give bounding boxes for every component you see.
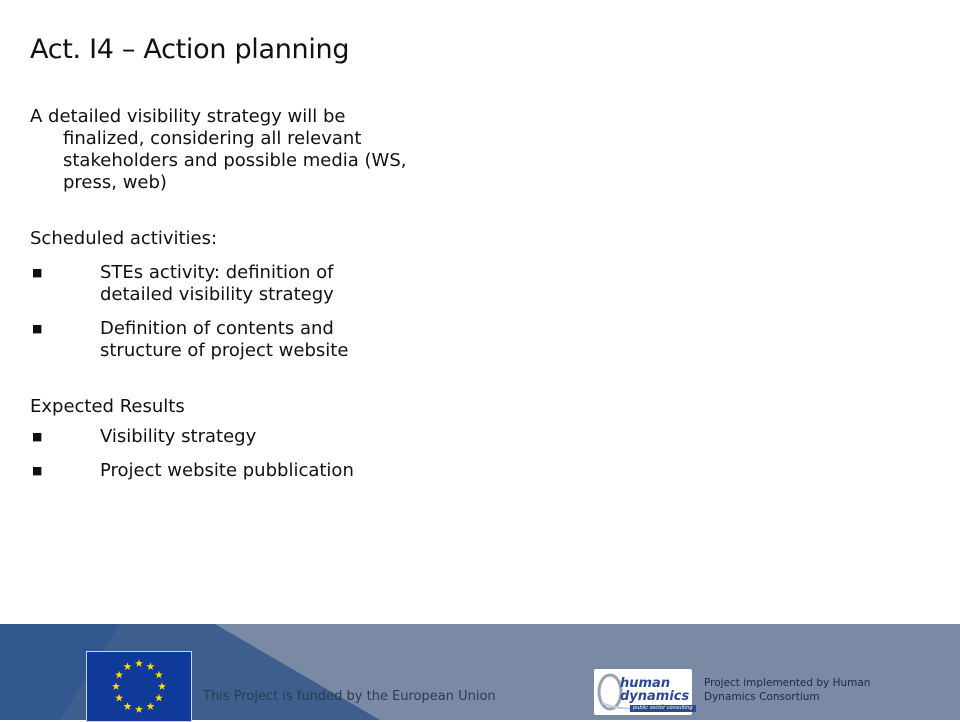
eu-star-icon xyxy=(135,705,143,713)
scheduled-heading: Scheduled activities: xyxy=(30,228,218,249)
human-dynamics-logo xyxy=(594,669,692,715)
eu-star-icon xyxy=(112,682,120,690)
bullet-icon: ■ xyxy=(32,266,43,279)
eu-star-icon xyxy=(115,671,123,679)
logo-word-human: human xyxy=(620,676,671,691)
logo-tagline: public sector consulting xyxy=(630,705,696,712)
list-item-text: Definition of contents and structure of project website xyxy=(100,318,349,361)
eu-star-icon xyxy=(155,694,163,702)
eu-star-icon xyxy=(147,702,155,710)
list-item-text: STEs activity: definition of detailed visibility strategy xyxy=(100,262,334,305)
eu-flag-logo xyxy=(86,651,192,722)
bullet-icon: ■ xyxy=(32,430,43,443)
expected-heading: Expected Results xyxy=(30,396,185,417)
bullet-icon: ■ xyxy=(32,322,43,335)
eu-star-icon xyxy=(135,659,143,667)
list-item-text: Project website pubblication xyxy=(100,460,354,481)
list-item xyxy=(30,318,410,362)
list-item xyxy=(30,426,410,448)
list-item-text: Visibility strategy xyxy=(100,426,257,447)
eu-star-icon xyxy=(155,671,163,679)
eu-star-icon xyxy=(124,702,132,710)
list-item xyxy=(30,262,410,306)
eu-star-icon xyxy=(115,694,123,702)
bullet-icon: ■ xyxy=(32,464,43,477)
eu-stars-icon xyxy=(87,652,191,721)
funded-by-text: This Project is funded by the European Union xyxy=(203,689,496,704)
slide-content xyxy=(30,106,410,482)
eu-star-icon xyxy=(158,682,166,690)
eu-star-icon xyxy=(124,662,132,670)
eu-star-icon xyxy=(147,662,155,670)
intro-paragraph: A detailed visibility strategy will be finalized, considering all relevant stakeholders and possible media (WS, press, web) xyxy=(30,106,407,193)
list-item xyxy=(30,460,410,482)
slide-title: Act. I4 – Action planning xyxy=(30,34,350,65)
implemented-by-text: Project implemented by Human Dynamics Consortium xyxy=(704,677,871,703)
logo-word-dynamics: dynamics xyxy=(620,689,690,704)
